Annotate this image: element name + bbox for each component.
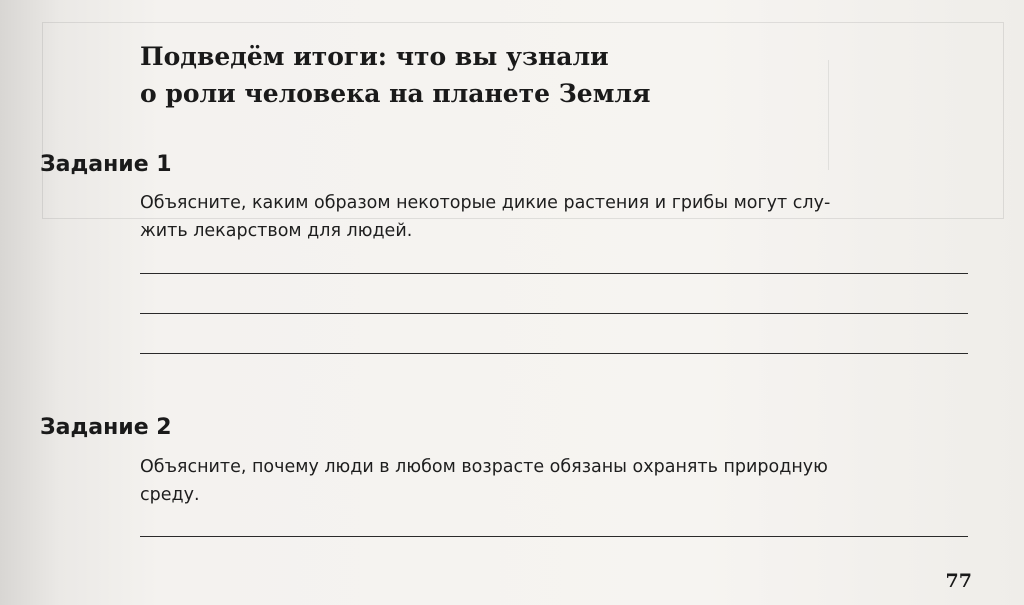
task-1-heading: Задание 1 — [40, 152, 172, 177]
show-through-divider — [828, 60, 829, 170]
task-1-answer-line-3[interactable] — [140, 353, 968, 354]
task-1-answer-line-1[interactable] — [140, 273, 968, 274]
task-2-text-line-2: среду. — [140, 485, 200, 505]
task-2-answer-line-1[interactable] — [140, 536, 968, 537]
task-1-answer-line-2[interactable] — [140, 313, 968, 314]
page-title-line-1: Подведём итоги: что вы узнали — [140, 42, 609, 71]
task-2-text — [140, 453, 970, 509]
task-2-text-line-1: Объясните, почему люди в любом возрасте обязаны охранять природную — [140, 457, 828, 477]
task-1-text — [140, 189, 970, 245]
task-1-text-line-1: Объясните, каким образом некоторые дикие растения и грибы могут слу- — [140, 193, 831, 213]
task-2-heading: Задание 2 — [40, 415, 172, 440]
page-title — [140, 38, 700, 112]
task-1-text-line-2: жить лекарством для людей. — [140, 221, 413, 241]
page-title-line-2: о роли человека на планете Земля — [140, 79, 651, 108]
page-number: 77 — [945, 570, 972, 592]
